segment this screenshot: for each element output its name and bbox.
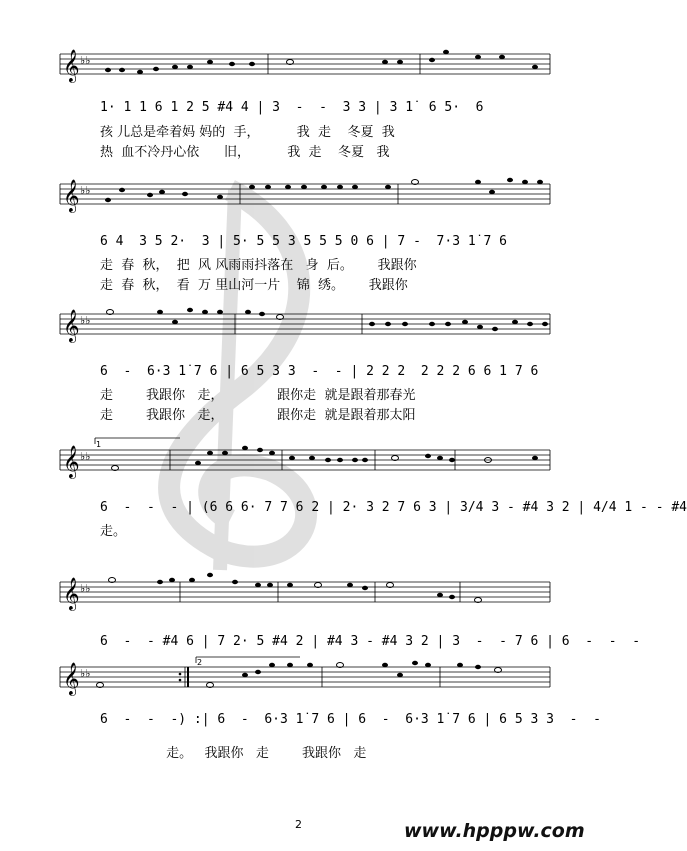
website-watermark: www.hpppw.com [404,820,585,842]
svg-text:𝄞: 𝄞 [63,179,80,212]
staff-system-4 [0,438,605,488]
staff-system-2 [0,172,605,222]
jianpu-line-5: 6 - - #4 6 | 7 2· 5 #4 2 | #4 3 - #4 3 2 | 3 - - 7 6 | 6 - - - [100,634,641,649]
svg-text:♭♭: ♭♭ [80,582,91,595]
lyric-line-1b: 热 血不冷丹心依 旧， 我 走 冬夏 我 [100,145,390,160]
svg-text:𝄞: 𝄞 [63,445,80,478]
lyric-line-2a: 走 春 秋， 把 风 风雨雨抖落在 身 后。 我跟你 [100,258,417,273]
lyric-line-4a: 走。 [100,524,127,539]
lyric-line-3a: 走 我跟你 走， 跟你走 就是跟着那春光 [100,388,416,403]
svg-text:2: 2 [197,658,203,667]
svg-text:𝄞: 𝄞 [63,577,80,610]
page-number: 2 [295,818,302,831]
svg-text:♭♭: ♭♭ [80,450,91,463]
jianpu-line-1: 1· 1 1 6 1 2 5 #4 4 | 3 - - 3 3 | 3 1̇ 6 5· 6 [100,100,484,115]
staff-system-6 [0,655,605,705]
svg-text:♭♭: ♭♭ [80,54,91,67]
staff-system-3 [0,302,605,352]
jianpu-line-3: 6 - 6·3 1̇ 7 6 | 6 5 3 3 - - | 2 2 2 2 2 2 6 6 1 7 6 [100,364,539,379]
svg-text:𝄞: 𝄞 [63,662,80,695]
svg-text:𝄞: 𝄞 [63,309,80,342]
lyric-line-3b: 走 我跟你 走， 跟你走 就是跟着那太阳 [100,408,416,423]
jianpu-line-2: 6 4 3 5 2· 3 | 5· 5 5 3 5 5 5 0 6 | 7 - 7·3 1̇ 7 6 [100,234,507,249]
staff-system-5 [0,570,605,620]
jianpu-line-4: 6 - - - | (6 6 6· 7 7 6 2 | 2· 3 2 7 6 3 | 3/4 3 - #4 3 2 | 4/4 1 - - #4 [100,500,687,515]
svg-text:𝄞: 𝄞 [63,49,80,82]
lyric-line-2b: 走 春 秋， 看 万 里山河一片 锦 绣。 我跟你 [100,278,408,293]
svg-text:♭♭: ♭♭ [80,314,91,327]
svg-text:♭♭: ♭♭ [80,667,91,680]
staff-system-1 [0,42,605,92]
lyric-line-1a: 孩 儿总是牵着妈 妈的 手， 我 走 冬夏 我 [100,125,395,140]
jianpu-line-6: 6 - - -) :| 6 - 6·3 1̇ 7 6 | 6 - 6·3 1̇ 7 6 | 6 5 3 3 - - [100,712,601,727]
svg-text:♭♭: ♭♭ [80,184,91,197]
svg-text:1: 1 [96,440,102,449]
lyric-line-6a: 走。 我跟你 走 我跟你 走 [100,746,367,761]
